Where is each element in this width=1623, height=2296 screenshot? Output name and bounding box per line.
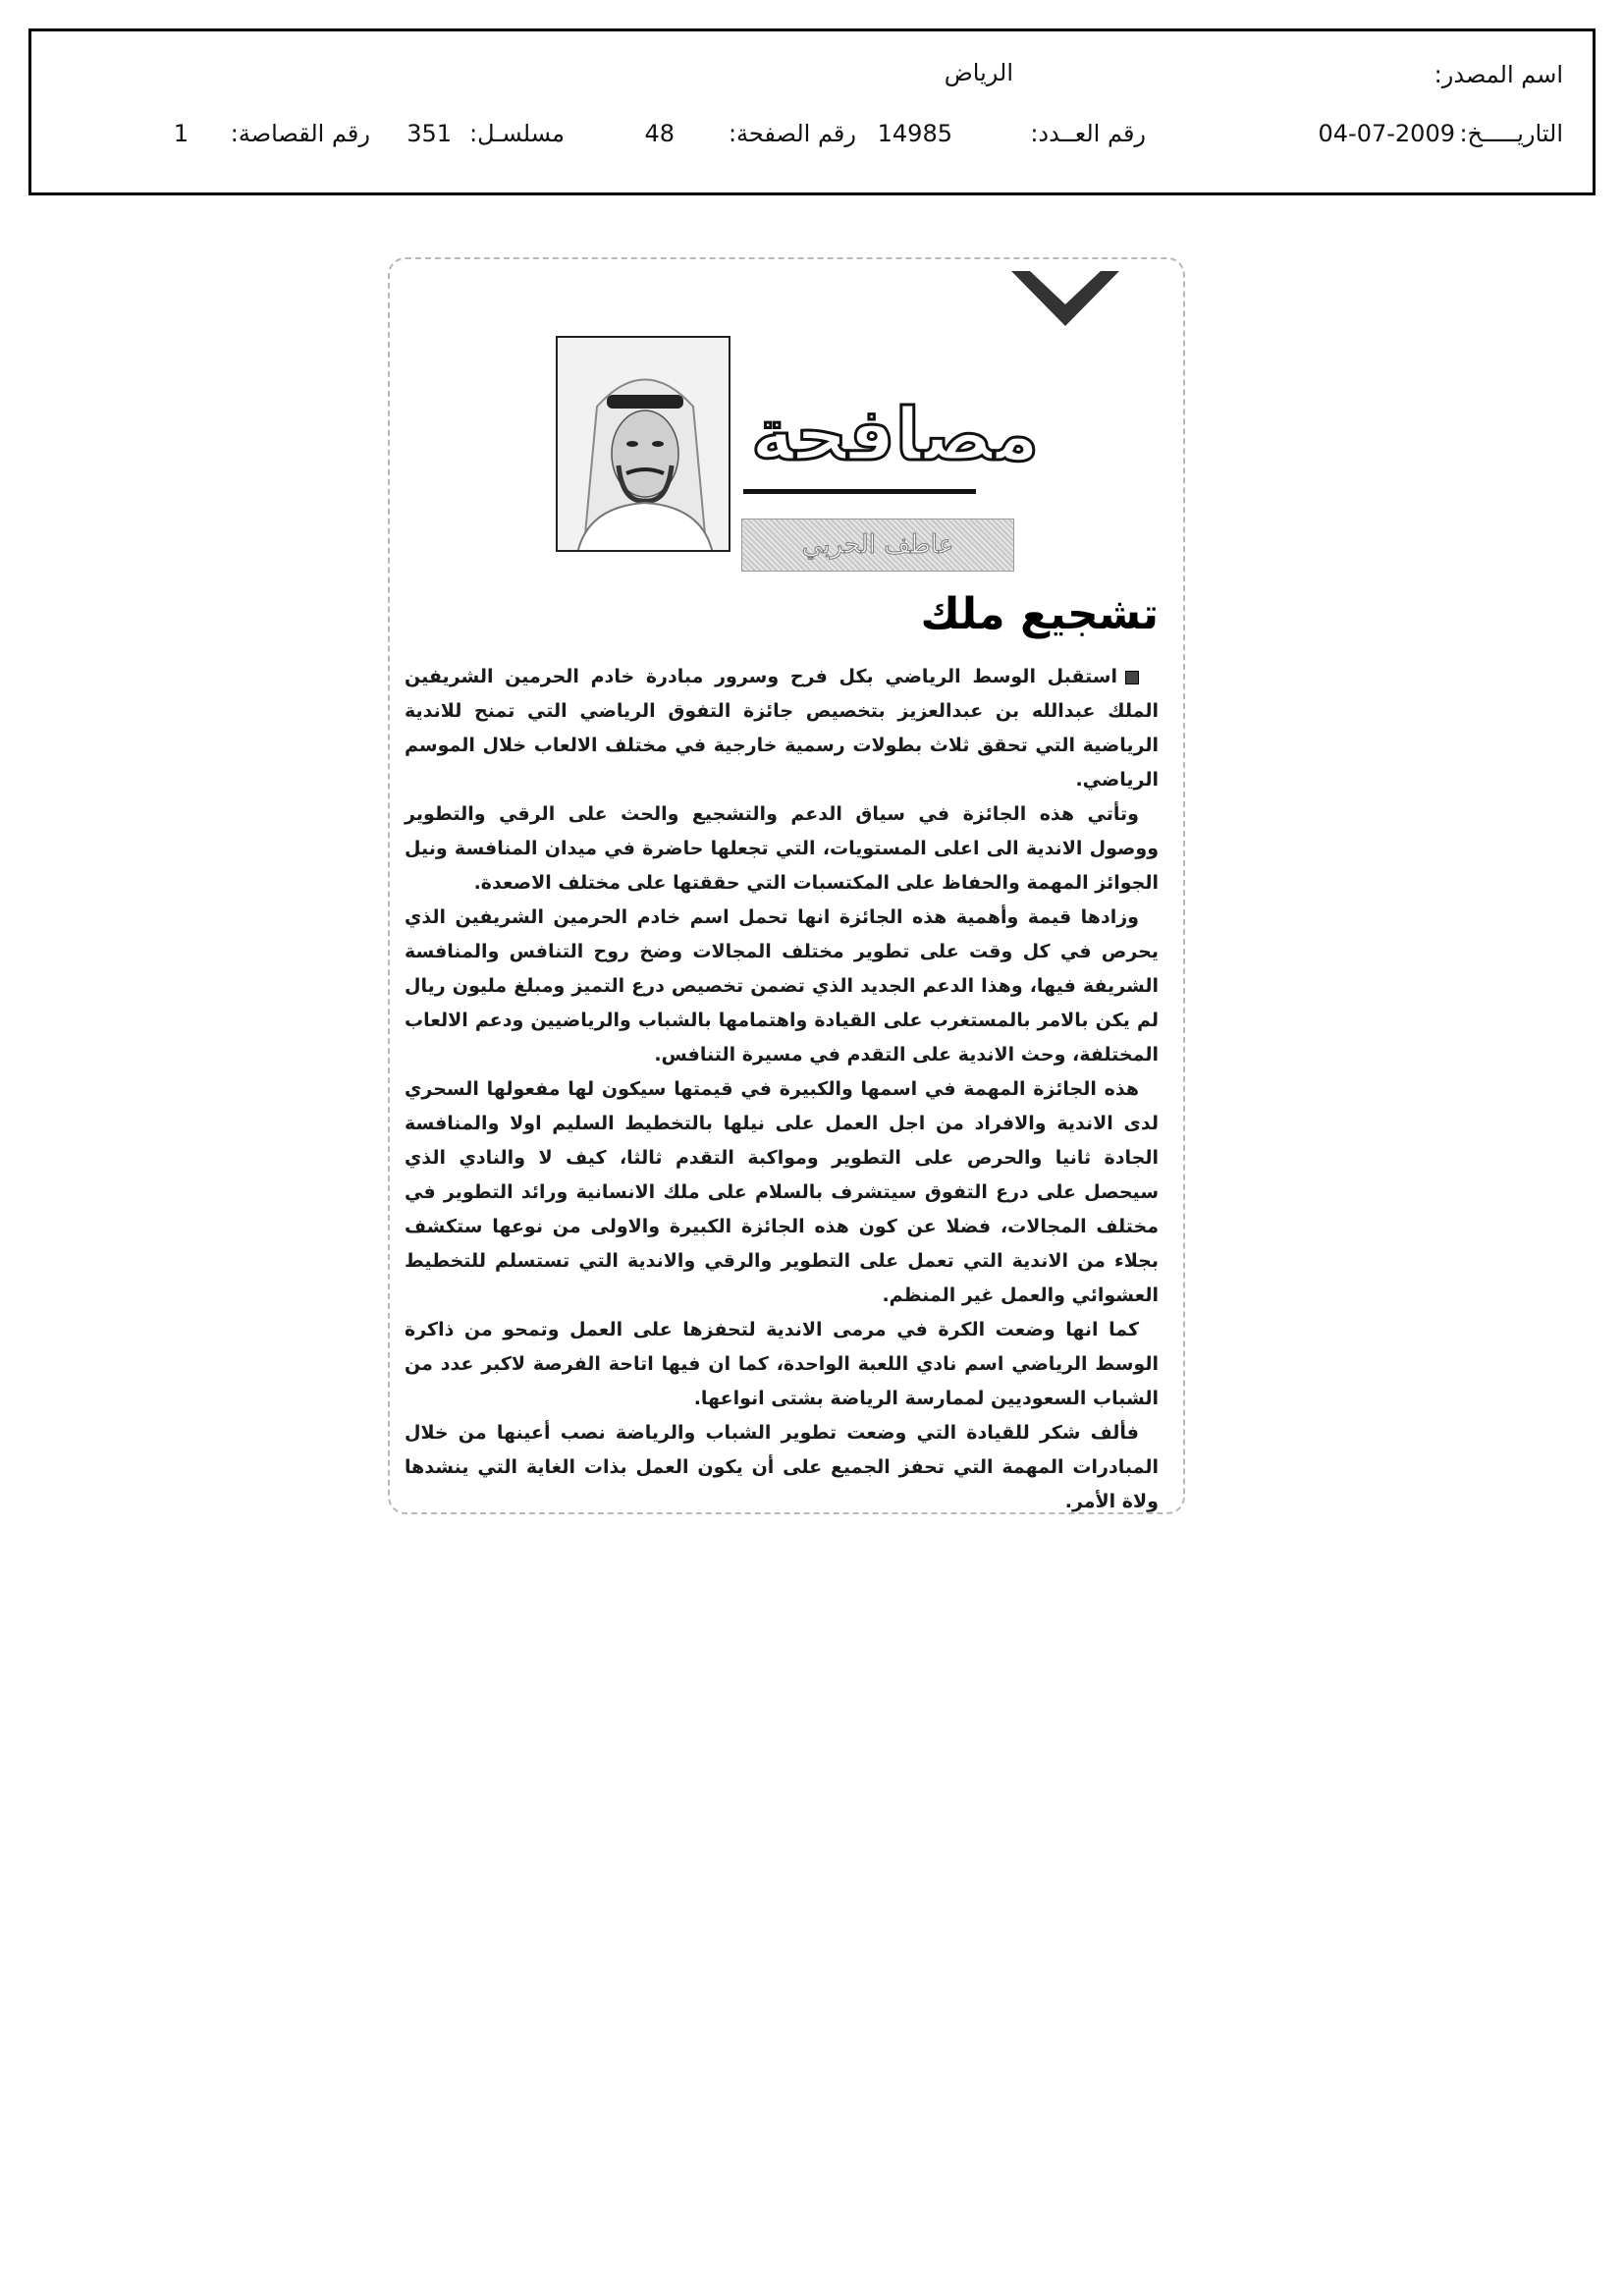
issue-value: 14985 bbox=[877, 120, 952, 147]
bullet-square-icon bbox=[1125, 671, 1139, 684]
article-title: تشجيع ملك bbox=[920, 589, 1159, 639]
author-name: عاطف الحربي bbox=[741, 519, 1014, 572]
serial-label: مسلسـل: bbox=[469, 120, 565, 147]
article-body bbox=[405, 660, 1159, 1512]
source-label: اسم المصدر: bbox=[1434, 61, 1563, 88]
paragraph-1-text: استقبل الوسط الرياضي بكل فرح وسرور مبادرة خادم الحرمين الشريفين الملك عبدالله بن عبدالعزيز بتخصيص جائزة التفوق الرياضي التي تمنح للاندية الرياضية التي تحقق ثلاث بطولات رسمية خارجية في مختلف الالعاب خلال الموسم الرياضي. bbox=[405, 666, 1159, 791]
column-name: مصافحة bbox=[751, 393, 1040, 477]
paragraph-4: هذه الجائزة المهمة في اسمها والكبيرة في قيمتها سيكون لها مفعولها السحري لدى الاندية والافراد من اجل العمل على نيلها بالتخطيط السليم اولا والمنافسة الجادة ثانيا والحرص على التطوير ومواكبة التقدم ثالثا، كيف لا والنادي الذي سيحصل على درع التفوق سيتشرف بالسلام على ملك الانسانية ورائد التطوير في مختلف المجالات، فضلا عن كون هذه الجائزة الكبيرة والاولى من نوعها ستكشف بجلاء من الاندية التي تعمل على التطوير والرقي والاندية التي تستسلم للتخطيط العشوائي والعمل غير المنظم. bbox=[405, 1078, 1159, 1306]
clipping-info-header bbox=[28, 28, 1596, 195]
author-photo bbox=[556, 336, 730, 552]
clip-number-label: رقم القصاصة: bbox=[230, 120, 370, 147]
serial-value: 351 bbox=[406, 120, 452, 147]
paragraph-6: فألف شكر للقيادة التي وضعت تطوير الشباب والرياضة نصب أعينها من خلال المبادرات المهمة التي تحفز الجميع على أن يكون العمل بذات الغاية التي ينشدها ولاة الأمر. bbox=[405, 1422, 1159, 1512]
paragraph-3: وزادها قيمة وأهمية هذه الجائزة انها تحمل اسم خادم الحرمين الشريفين الذي يحرص في كل وقت على تطوير مختلف المجالات وضخ روح التنافس والمنافسة الشريفة فيها، وهذا الدعم الجديد الذي تضمن تخصيص درع التميز ومبلغ مليون ريال لم يكن بالامر بالمستغرب على القيادة واهتمامها بالشباب والرياضيين ودعم الالعاب المختلفة، وحث الاندية على التقدم في مسيرة التنافس. bbox=[405, 906, 1159, 1066]
page-label: رقم الصفحة: bbox=[728, 120, 856, 147]
date-label: التاريـــــخ: bbox=[1459, 120, 1563, 147]
paragraph-1 bbox=[405, 660, 1159, 797]
paragraph-2: وتأتي هذه الجائزة في سياق الدعم والتشجيع والحث على الرقي والتطوير ووصول الاندية الى اعلى المستويات، التي تجعلها حاضرة في ميدان المنافسة ونيل الجوائز المهمة والحفاظ على المكتسبات التي حققتها على مختلف الاصعدة. bbox=[405, 803, 1159, 894]
page-value: 48 bbox=[644, 120, 675, 147]
author-portrait-icon bbox=[558, 338, 730, 552]
source-value: الرياض bbox=[944, 59, 1013, 86]
issue-label: رقم العــدد: bbox=[1030, 120, 1146, 147]
masthead-divider bbox=[743, 489, 976, 494]
paragraph-5: كما انها وضعت الكرة في مرمى الاندية لتحفزها على العمل وتمحو من ذاكرة الوسط الرياضي اسم نادي اللعبة الواحدة، كما ان فيها اتاحة الفرصة لاكبر عدد من الشباب السعوديين لممارسة الرياضة بشتى انواعها. bbox=[405, 1319, 1159, 1409]
date-value: 04-07-2009 bbox=[1318, 120, 1455, 147]
clip-number-value: 1 bbox=[173, 120, 189, 147]
corner-triangle-inner bbox=[1030, 271, 1101, 304]
